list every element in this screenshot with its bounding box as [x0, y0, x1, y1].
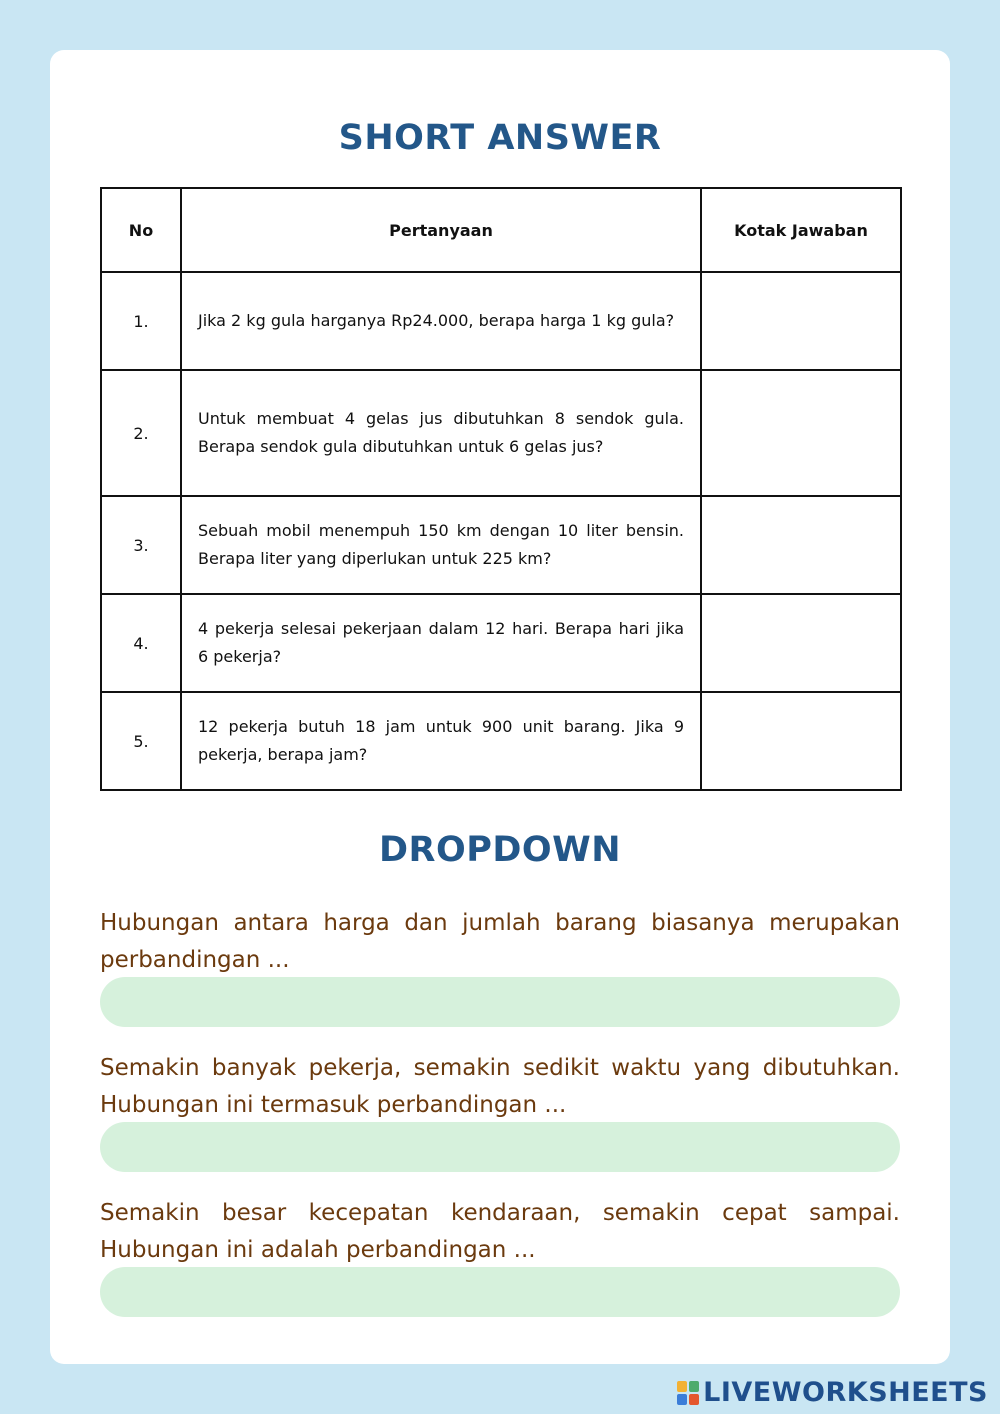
answer-box-5[interactable] — [702, 693, 900, 789]
brand-text: LIVEWORKSHEETS — [703, 1377, 988, 1408]
dropdown-select-2[interactable] — [100, 1122, 900, 1172]
dropdown-prompt-1: Hubungan antara harga dan jumlah barang biasanya merupakan perbandingan ... — [100, 910, 900, 973]
worksheet-page — [50, 50, 950, 1364]
question-text: 4 pekerja selesai pekerjaan dalam 12 hari. Berapa hari jika 6 pekerja? — [181, 594, 701, 692]
row-number: 3. — [101, 496, 181, 594]
header-no: No — [101, 188, 181, 272]
question-text: Untuk membuat 4 gelas jus dibutuhkan 8 sendok gula. Berapa sendok gula dibutuhkan untuk 6 gelas jus? — [181, 370, 701, 496]
dropdown-title: DROPDOWN — [378, 830, 622, 870]
dropdown-select-1[interactable] — [100, 977, 900, 1027]
dropdown-select-3[interactable] — [100, 1267, 900, 1317]
table-row — [101, 496, 901, 594]
question-text: 12 pekerja butuh 18 jam untuk 900 unit barang. Jika 9 pekerja, berapa jam? — [181, 692, 701, 790]
table-header-row — [101, 188, 901, 272]
row-number: 1. — [101, 272, 181, 370]
answer-box-2[interactable] — [702, 371, 900, 495]
question-text: Jika 2 kg gula harganya Rp24.000, berapa harga 1 kg gula? — [181, 272, 701, 370]
answer-box-1[interactable] — [702, 273, 900, 369]
dropdown-prompt-3: Semakin besar kecepatan kendaraan, semakin cepat sampai. Hubungan ini adalah perbandingan ... — [100, 1200, 900, 1263]
table-row — [101, 692, 901, 790]
row-number: 2. — [101, 370, 181, 496]
short-answer-table — [100, 187, 902, 791]
logo-square-2 — [689, 1381, 699, 1392]
answer-box-3[interactable] — [702, 497, 900, 593]
table-row — [101, 594, 901, 692]
row-number: 5. — [101, 692, 181, 790]
answer-cell — [701, 594, 901, 692]
header-question: Pertanyaan — [181, 188, 701, 272]
logo-square-3 — [677, 1394, 687, 1405]
short-answer-title: SHORT ANSWER — [338, 118, 662, 158]
liveworksheets-logo-icon — [677, 1381, 699, 1405]
answer-cell — [701, 370, 901, 496]
answer-cell — [701, 272, 901, 370]
dropdown-prompt-2: Semakin banyak pekerja, semakin sedikit waktu yang dibutuhkan. Hubungan ini termasuk perbandingan ... — [100, 1055, 900, 1118]
table-row — [101, 272, 901, 370]
table-row — [101, 370, 901, 496]
answer-box-4[interactable] — [702, 595, 900, 691]
header-answer: Kotak Jawaban — [701, 188, 901, 272]
answer-cell — [701, 692, 901, 790]
logo-square-1 — [677, 1381, 687, 1392]
row-number: 4. — [101, 594, 181, 692]
liveworksheets-brand[interactable] — [677, 1377, 988, 1408]
question-text: Sebuah mobil menempuh 150 km dengan 10 liter bensin. Berapa liter yang diperlukan untuk 225 km? — [181, 496, 701, 594]
logo-square-4 — [689, 1394, 699, 1405]
answer-cell — [701, 496, 901, 594]
